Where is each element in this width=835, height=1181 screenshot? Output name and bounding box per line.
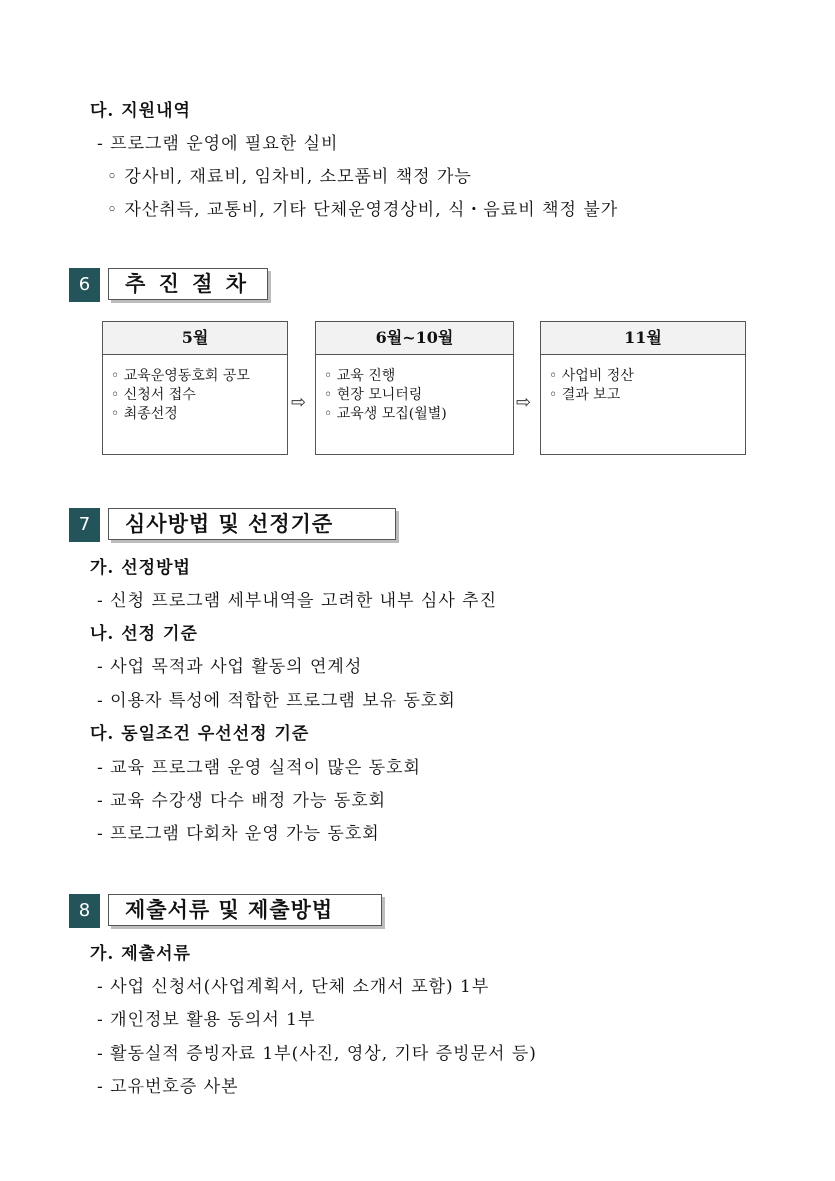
step-2-item-1: ◦ 교육 진행 bbox=[324, 368, 396, 384]
documents-item-3: - 활동실적 증빙자료 1부(사진, 영상, 기타 증빙문서 등) bbox=[97, 1044, 537, 1064]
selection-method-heading: 가. 선정방법 bbox=[90, 558, 191, 578]
arrow-right-icon: ⇨ bbox=[516, 392, 532, 413]
section-7-title: 심사방법 및 선정기준 bbox=[108, 508, 396, 540]
section-8-title: 제출서류 및 제출방법 bbox=[108, 894, 382, 926]
step-1-period: 5월 bbox=[103, 322, 287, 355]
documents-item-1: - 사업 신청서(사업계획서, 단체 소개서 포함) 1부 bbox=[97, 977, 490, 997]
step-2-period: 6월~10월 bbox=[316, 322, 513, 355]
arrow-right-icon: ⇨ bbox=[291, 392, 307, 413]
support-heading: 다. 지원내역 bbox=[90, 101, 191, 121]
priority-criteria-item-1: - 교육 프로그램 운영 실적이 많은 동호회 bbox=[97, 758, 421, 778]
step-1-item-3: ◦ 최종선정 bbox=[111, 406, 178, 422]
documents-heading: 가. 제출서류 bbox=[90, 944, 191, 964]
support-item-2: ◦ 강사비, 재료비, 임차비, 소모품비 책정 가능 bbox=[107, 167, 472, 187]
process-step-3 bbox=[540, 321, 746, 455]
priority-criteria-heading: 다. 동일조건 우선선정 기준 bbox=[90, 724, 310, 744]
selection-criteria-heading: 나. 선정 기준 bbox=[90, 624, 198, 644]
documents-item-2: - 개인정보 활용 동의서 1부 bbox=[97, 1010, 316, 1030]
process-step-1 bbox=[102, 321, 288, 455]
step-2-item-3: ◦ 교육생 모집(월별) bbox=[324, 406, 447, 422]
support-item-3: ◦ 자산취득, 교통비, 기타 단체운영경상비, 식・음료비 책정 불가 bbox=[107, 200, 619, 220]
documents-item-4: - 고유번호증 사본 bbox=[97, 1077, 239, 1097]
priority-criteria-item-2: - 교육 수강생 다수 배정 가능 동호회 bbox=[97, 791, 387, 811]
priority-criteria-item-3: - 프로그램 다회차 운영 가능 동호회 bbox=[97, 824, 380, 844]
selection-method-item-1: - 신청 프로그램 세부내역을 고려한 내부 심사 추진 bbox=[97, 591, 498, 611]
step-3-item-2: ◦ 결과 보고 bbox=[549, 387, 621, 403]
section-6-title: 추 진 절 차 bbox=[108, 268, 268, 300]
step-3-period: 11월 bbox=[541, 322, 745, 355]
step-2-item-2: ◦ 현장 모니터링 bbox=[324, 387, 423, 403]
support-item-1: - 프로그램 운영에 필요한 실비 bbox=[97, 134, 339, 154]
step-3-item-1: ◦ 사업비 정산 bbox=[549, 368, 634, 384]
step-1-item-2: ◦ 신청서 접수 bbox=[111, 387, 196, 403]
process-step-2 bbox=[315, 321, 514, 455]
selection-criteria-item-2: - 이용자 특성에 적합한 프로그램 보유 동호회 bbox=[97, 691, 456, 711]
section-6-number: 6 bbox=[69, 268, 100, 302]
section-8-number: 8 bbox=[69, 894, 100, 928]
step-1-item-1: ◦ 교육운영동호회 공모 bbox=[111, 368, 250, 384]
section-7-number: 7 bbox=[69, 508, 100, 542]
selection-criteria-item-1: - 사업 목적과 사업 활동의 연계성 bbox=[97, 657, 363, 677]
